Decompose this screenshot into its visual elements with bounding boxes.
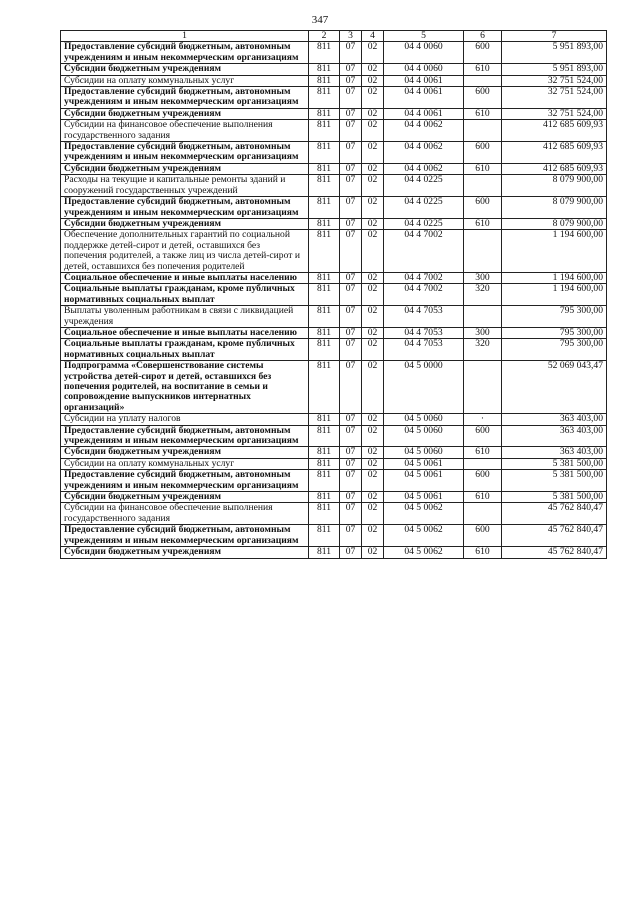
amount-cell: 5 381 500,00 [502,470,607,492]
section-code-cell: 07 [340,414,362,425]
target-article-cell: 04 5 0000 [384,361,464,414]
subsection-code-cell: 02 [362,447,384,458]
amount-cell: 52 069 043,47 [502,361,607,414]
target-article-cell: 04 4 7053 [384,306,464,328]
subsection-code-cell: 02 [362,175,384,197]
ministry-code-cell: 811 [309,272,340,283]
amount-cell: 1 194 600,00 [502,230,607,273]
ministry-code-cell: 811 [309,361,340,414]
expense-name-cell: Предоставление субсидий бюджетным, автономным учреждениям и иным некоммерческим организациям [61,470,309,492]
amount-cell: 5 381 500,00 [502,458,607,469]
expense-type-cell: 600 [464,197,502,219]
subsection-code-cell: 02 [362,327,384,338]
ministry-code-cell: 811 [309,414,340,425]
section-code-cell: 07 [340,547,362,558]
subsection-code-cell: 02 [362,306,384,328]
section-code-cell: 07 [340,361,362,414]
ministry-code-cell: 811 [309,447,340,458]
section-code-cell: 07 [340,470,362,492]
ministry-code-cell: 811 [309,525,340,547]
table-row [61,197,607,219]
expense-type-cell [464,361,502,414]
section-code-cell: 07 [340,87,362,109]
subsection-code-cell: 02 [362,87,384,109]
section-code-cell: 07 [340,306,362,328]
section-code-cell: 07 [340,339,362,361]
section-code-cell: 07 [340,327,362,338]
table-row [61,547,607,558]
expense-type-cell [464,120,502,142]
amount-cell: 5 951 893,00 [502,42,607,64]
subsection-code-cell: 02 [362,42,384,64]
expense-type-cell: 600 [464,142,502,164]
ministry-code-cell: 811 [309,142,340,164]
subsection-code-cell: 02 [362,339,384,361]
expense-name-cell: Субсидии на оплату коммунальных услуг [61,75,309,86]
subsection-code-cell: 02 [362,120,384,142]
budget-table [60,30,607,559]
expense-name-cell: Обеспечение дополнительных гарантий по социальной поддержке детей-сирот и детей, оставшихся без попечения родителей, а также лиц из числа детей-сирот и детей, оставшихся без попечения родителей [61,230,309,273]
ministry-code-cell: 811 [309,492,340,503]
amount-cell: 45 762 840,47 [502,547,607,558]
expense-type-cell: 610 [464,64,502,75]
amount-cell: 32 751 524,00 [502,75,607,86]
expense-name-cell: Субсидии на оплату коммунальных услуг [61,458,309,469]
target-article-cell: 04 4 7002 [384,230,464,273]
target-article-cell: 04 4 0062 [384,163,464,174]
table-row [61,306,607,328]
table-header-row [61,31,607,42]
expense-name-cell: Социальное обеспечение и иные выплаты населению [61,327,309,338]
expense-name-cell: Социальные выплаты гражданам, кроме публичных нормативных социальных выплат [61,284,309,306]
expense-name-cell: Субсидии на уплату налогов [61,414,309,425]
target-article-cell: 04 5 0062 [384,525,464,547]
target-article-cell: 04 4 7002 [384,284,464,306]
table-row [61,163,607,174]
expense-type-cell [464,75,502,86]
expense-name-cell: Субсидии бюджетным учреждениям [61,447,309,458]
amount-cell: 8 079 900,00 [502,197,607,219]
expense-type-cell: 300 [464,327,502,338]
section-code-cell: 07 [340,197,362,219]
expense-name-cell: Предоставление субсидий бюджетным, автономным учреждениям и иным некоммерческим организациям [61,142,309,164]
target-article-cell: 04 5 0062 [384,547,464,558]
subsection-code-cell: 02 [362,142,384,164]
ministry-code-cell: 811 [309,327,340,338]
expense-type-cell: 610 [464,447,502,458]
expense-type-cell [464,175,502,197]
target-article-cell: 04 5 0060 [384,447,464,458]
target-article-cell: 04 4 0061 [384,108,464,119]
section-code-cell: 07 [340,120,362,142]
expense-name-cell: Субсидии бюджетным учреждениям [61,547,309,558]
amount-cell: 363 403,00 [502,414,607,425]
table-row [61,42,607,64]
expense-type-cell: 600 [464,470,502,492]
subsection-code-cell: 02 [362,218,384,229]
ministry-code-cell: 811 [309,175,340,197]
expense-type-cell: 610 [464,108,502,119]
target-article-cell: 04 5 0061 [384,458,464,469]
expense-name-cell: Предоставление субсидий бюджетным, автономным учреждениям и иным некоммерческим организациям [61,525,309,547]
amount-cell: 363 403,00 [502,447,607,458]
expense-type-cell: 320 [464,284,502,306]
target-article-cell: 04 5 0060 [384,414,464,425]
table-row [61,108,607,119]
target-article-cell: 04 4 7053 [384,327,464,338]
ministry-code-cell: 811 [309,218,340,229]
target-article-cell: 04 4 0225 [384,218,464,229]
amount-cell: 363 403,00 [502,425,607,447]
section-code-cell: 07 [340,64,362,75]
expense-type-cell [464,306,502,328]
ministry-code-cell: 811 [309,425,340,447]
ministry-code-cell: 811 [309,42,340,64]
section-code-cell: 07 [340,75,362,86]
table-row [61,492,607,503]
table-row [61,425,607,447]
expense-name-cell: Социальное обеспечение и иные выплаты населению [61,272,309,283]
table-row [61,458,607,469]
section-code-cell: 07 [340,525,362,547]
target-article-cell: 04 4 0061 [384,75,464,86]
table-row [61,218,607,229]
section-code-cell: 07 [340,108,362,119]
ministry-code-cell: 811 [309,458,340,469]
ministry-code-cell: 811 [309,120,340,142]
ministry-code-cell: 811 [309,163,340,174]
subsection-code-cell: 02 [362,492,384,503]
subsection-code-cell: 02 [362,414,384,425]
column-header: 2 [309,31,340,42]
expense-type-cell: 610 [464,163,502,174]
ministry-code-cell: 811 [309,470,340,492]
section-code-cell: 07 [340,447,362,458]
expense-type-cell [464,503,502,525]
expense-name-cell: Социальные выплаты гражданам, кроме публичных нормативных социальных выплат [61,339,309,361]
subsection-code-cell: 02 [362,230,384,273]
expense-type-cell: 600 [464,42,502,64]
subsection-code-cell: 02 [362,108,384,119]
expense-name-cell: Предоставление субсидий бюджетным, автономным учреждениям и иным некоммерческим организациям [61,425,309,447]
table-row [61,525,607,547]
target-article-cell: 04 5 0061 [384,492,464,503]
table-row [61,470,607,492]
ministry-code-cell: 811 [309,75,340,86]
expense-name-cell: Расходы на текущие и капитальные ремонты зданий и сооружений государственных учреждений [61,175,309,197]
section-code-cell: 07 [340,163,362,174]
column-header: 6 [464,31,502,42]
expense-type-cell: 300 [464,272,502,283]
table-row [61,272,607,283]
ministry-code-cell: 811 [309,339,340,361]
table-row [61,64,607,75]
table-row [61,327,607,338]
amount-cell: 412 685 609,93 [502,142,607,164]
section-code-cell: 07 [340,492,362,503]
target-article-cell: 04 4 7002 [384,272,464,283]
table-row [61,414,607,425]
expense-type-cell: 320 [464,339,502,361]
amount-cell: 8 079 900,00 [502,218,607,229]
subsection-code-cell: 02 [362,503,384,525]
section-code-cell: 07 [340,458,362,469]
subsection-code-cell: 02 [362,197,384,219]
ministry-code-cell: 811 [309,64,340,75]
subsection-code-cell: 02 [362,470,384,492]
expense-name-cell: Субсидии на финансовое обеспечение выполнения государственного задания [61,120,309,142]
table-row [61,142,607,164]
expense-type-cell: 600 [464,525,502,547]
amount-cell: 45 762 840,47 [502,525,607,547]
expense-name-cell: Субсидии бюджетным учреждениям [61,108,309,119]
subsection-code-cell: 02 [362,163,384,174]
subsection-code-cell: 02 [362,64,384,75]
section-code-cell: 07 [340,175,362,197]
amount-cell: 412 685 609,93 [502,163,607,174]
target-article-cell: 04 4 0060 [384,42,464,64]
expense-name-cell: Предоставление субсидий бюджетным, автономным учреждениям и иным некоммерческим организациям [61,87,309,109]
amount-cell: 795 300,00 [502,339,607,361]
subsection-code-cell: 02 [362,361,384,414]
expense-type-cell [464,458,502,469]
amount-cell: 5 951 893,00 [502,64,607,75]
amount-cell: 1 194 600,00 [502,284,607,306]
amount-cell: 32 751 524,00 [502,87,607,109]
section-code-cell: 07 [340,503,362,525]
table-row [61,339,607,361]
ministry-code-cell: 811 [309,547,340,558]
expense-name-cell: Субсидии бюджетным учреждениям [61,64,309,75]
amount-cell: 1 194 600,00 [502,272,607,283]
table-row [61,284,607,306]
column-header: 5 [384,31,464,42]
ministry-code-cell: 811 [309,87,340,109]
expense-type-cell: 610 [464,218,502,229]
section-code-cell: 07 [340,230,362,273]
expense-name-cell: Субсидии бюджетным учреждениям [61,218,309,229]
expense-name-cell: Предоставление субсидий бюджетным, автономным учреждениям и иным некоммерческим организациям [61,42,309,64]
section-code-cell: 07 [340,142,362,164]
expense-name-cell: Субсидии на финансовое обеспечение выполнения государственного задания [61,503,309,525]
table-row [61,361,607,414]
subsection-code-cell: 02 [362,547,384,558]
amount-cell: 8 079 900,00 [502,175,607,197]
target-article-cell: 04 4 0225 [384,197,464,219]
section-code-cell: 07 [340,42,362,64]
table-row [61,230,607,273]
column-header: 1 [61,31,309,42]
table-row [61,75,607,86]
amount-cell: 5 381 500,00 [502,492,607,503]
target-article-cell: 04 5 0061 [384,470,464,492]
subsection-code-cell: 02 [362,284,384,306]
expense-type-cell: 610 [464,492,502,503]
target-article-cell: 04 4 7053 [384,339,464,361]
amount-cell: 412 685 609,93 [502,120,607,142]
ministry-code-cell: 811 [309,306,340,328]
table-row [61,87,607,109]
ministry-code-cell: 811 [309,230,340,273]
target-article-cell: 04 4 0062 [384,120,464,142]
section-code-cell: 07 [340,425,362,447]
amount-cell: 45 762 840,47 [502,503,607,525]
expense-type-cell: · [464,414,502,425]
amount-cell: 795 300,00 [502,327,607,338]
column-header: 3 [340,31,362,42]
ministry-code-cell: 811 [309,503,340,525]
subsection-code-cell: 02 [362,75,384,86]
table-row [61,175,607,197]
expense-name-cell: Выплаты уволенным работникам в связи с ликвидацией учреждения [61,306,309,328]
ministry-code-cell: 811 [309,197,340,219]
expense-type-cell: 610 [464,547,502,558]
ministry-code-cell: 811 [309,108,340,119]
table-row [61,120,607,142]
target-article-cell: 04 4 0062 [384,142,464,164]
table-row [61,503,607,525]
target-article-cell: 04 4 0060 [384,64,464,75]
target-article-cell: 04 5 0062 [384,503,464,525]
expense-name-cell: Субсидии бюджетным учреждениям [61,492,309,503]
page-number: 347 [311,14,329,26]
column-header: 4 [362,31,384,42]
subsection-code-cell: 02 [362,272,384,283]
expense-type-cell: 600 [464,87,502,109]
expense-name-cell: Подпрограмма «Совершенствование системы устройства детей-сирот и детей, оставшихся без попечения родителей, на воспитание в семьи и сопровождение выпускников интернатных организаций» [61,361,309,414]
section-code-cell: 07 [340,218,362,229]
section-code-cell: 07 [340,272,362,283]
subsection-code-cell: 02 [362,525,384,547]
subsection-code-cell: 02 [362,425,384,447]
expense-type-cell [464,230,502,273]
expense-name-cell: Предоставление субсидий бюджетным, автономным учреждениям и иным некоммерческим организациям [61,197,309,219]
table-row [61,447,607,458]
column-header: 7 [502,31,607,42]
expense-name-cell: Субсидии бюджетным учреждениям [61,163,309,174]
section-code-cell: 07 [340,284,362,306]
ministry-code-cell: 811 [309,284,340,306]
expense-type-cell: 600 [464,425,502,447]
target-article-cell: 04 4 0225 [384,175,464,197]
target-article-cell: 04 4 0061 [384,87,464,109]
target-article-cell: 04 5 0060 [384,425,464,447]
subsection-code-cell: 02 [362,458,384,469]
amount-cell: 32 751 524,00 [502,108,607,119]
amount-cell: 795 300,00 [502,306,607,328]
